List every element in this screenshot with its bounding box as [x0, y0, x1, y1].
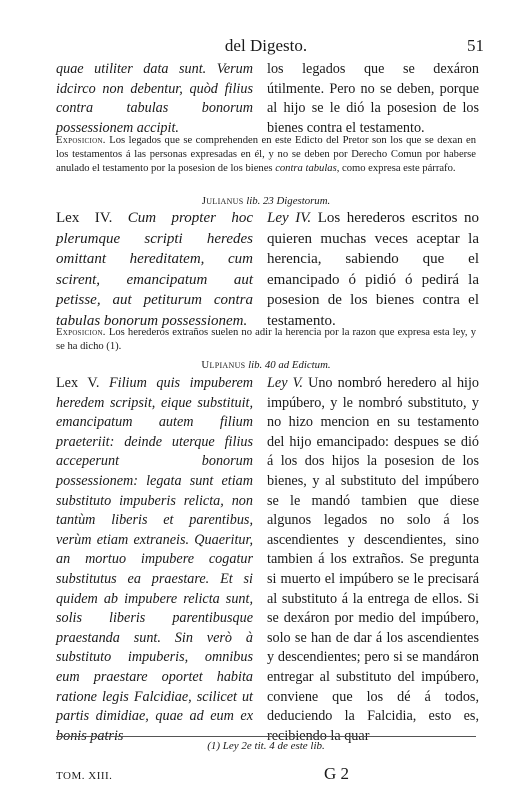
exposicion-tail: , como expresa este párrafo.	[336, 163, 456, 174]
lex-5-block	[56, 374, 480, 744]
latin-body: Filium quis impuberem heredem scripsit, eique substituit, emancipatum autem filium praeteriit: deinde uterque filius acceperunt bonorum possessionem: legata sunt etiam substituto impuberis relicta, non tantùm liberis et parentibus, verùm etiam extraneis. Quaeritur, an mortuo impubere cogatur substitutus ea praestare. Et si quidem ab impubere relicta sunt, solis liberis parentibusque praestanda sunt. Sin verò à substituto impuberis, omnibus eum praestare oportet habita ratione legis Falcidiae, scilicet ut partis dimidiae, quae ad eum ex bonis patris	[56, 375, 253, 744]
running-head	[0, 36, 532, 58]
spanish-body: Uno nombró heredero al hijo impúbero, y le nombró substituto, y no hizo mencion en su testamento del hijo emancipado: despues se dió á los dos hijos la posesion de los bienes, y al substituto del impúbero se le mandó tambien que diese algunos legados no solo á los ascendientes y descendientes, sino tambien á los extraños. Se pregunta si muerto el impúbero se le precisará al substituto á la entrega de ellos. Si se dexáron por medio del impúbero, solo se han de dar á los ascendientes y descendientes; pero si se mandáron entregar al substituto del impúbero, conviene que los dé á todos, deduciendo la Falcidia, esto es, recibiendo la quar	[267, 375, 480, 744]
exposicion-label: Exposicion.	[56, 327, 106, 338]
ley-label: Ley V.	[267, 375, 303, 391]
latin-text	[56, 374, 253, 746]
signature-mark: G 2	[324, 764, 350, 783]
lex-4-block	[56, 208, 480, 329]
exposicion-text: Los herederos extraños suelen no adir la herencia por la razon que expresa esta ley, y se ha dicho (1).	[56, 327, 477, 352]
exposicion-italic: contra tabulas	[275, 163, 337, 174]
footnote-rule	[56, 736, 476, 737]
source-reference: lib. 40 ad Edictum.	[248, 359, 331, 371]
ley-label: Ley IV.	[267, 210, 312, 226]
tome-label: TOM. XIII.	[56, 770, 113, 782]
exposicion-paragraph	[56, 134, 476, 176]
source-heading	[56, 194, 476, 208]
spanish-text: los legados que se dexáron útilmente. Pero no se deben, porque al hijo se le dió la posesion de los bienes contra el testamento.	[267, 61, 479, 136]
exposicion-text: Los legados que se comprehenden en este Edicto del Pretor son los que se dexan en los testamentos á las personas expresadas en él, y no se deben por Derecho Comun por haberse anulado el testamento por la posesion de los bienes	[56, 135, 477, 174]
source-heading	[56, 358, 476, 372]
exposicion-paragraph	[56, 326, 476, 354]
continuation-block	[56, 60, 480, 136]
latin-text: quae utiliter data sunt. Verum idcirco non debentur, quòd filius contra tabulas bonorum possessionem accipit.	[56, 61, 253, 136]
source-author: Ulpianus	[201, 359, 246, 371]
exposicion-label: Exposicion.	[56, 135, 106, 146]
source-author: Julianus	[201, 195, 244, 207]
spanish-text	[267, 208, 479, 331]
source-reference: lib. 23 Digestorum.	[246, 195, 331, 207]
running-title: del Digesto.	[224, 36, 308, 55]
page-number: 51	[467, 36, 484, 55]
lex-label: Lex IV.	[56, 210, 113, 226]
spanish-body: Los herederos escritos no quieren muchas veces aceptar la herencia, sabiendo que el emancipado ó pidió ó pedirá la posesion de los bienes contra el testamento.	[267, 210, 479, 329]
latin-body: Cum propter hoc plerumque scripti heredes omittant hereditatem, cum scirent, emancipatum aut petisse, aut petiturum contra tabulas bonorum possessionem.	[56, 210, 253, 329]
spanish-text	[267, 374, 479, 746]
latin-text	[56, 208, 253, 331]
footnote: (1) Ley 2e tit. 4 de este lib.	[207, 740, 325, 752]
lex-label: Lex V.	[56, 375, 100, 391]
